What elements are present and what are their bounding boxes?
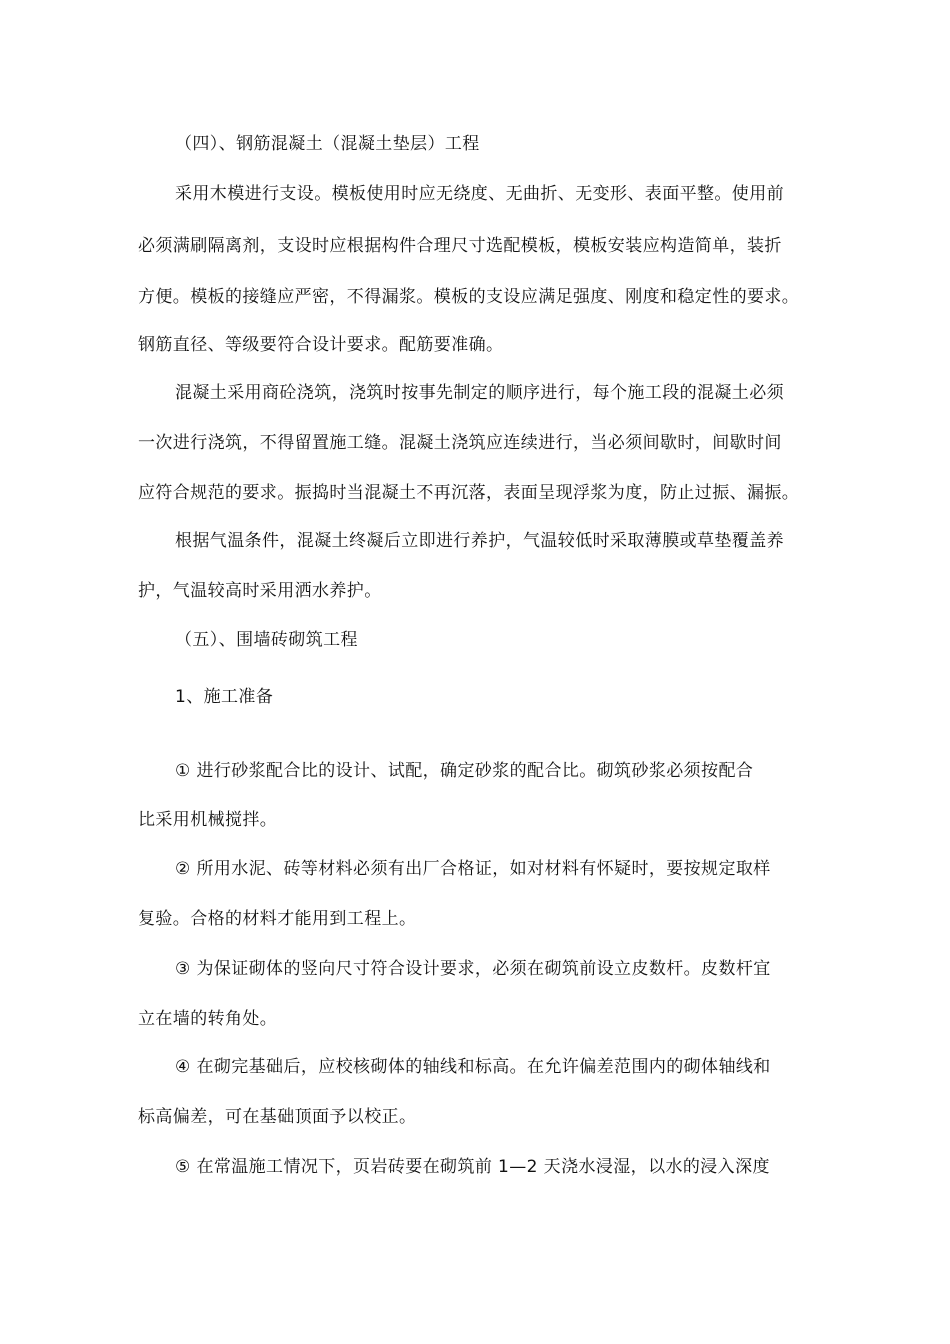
list-item-line: ① 进行砂浆配合比的设计、试配，确定砂浆的配合比。砌筑砂浆必须按配合 — [175, 761, 754, 781]
paragraph-line: 应符合规范的要求。振捣时当混凝土不再沉落，表面呈现浮浆为度，防止过振、漏振。 — [138, 483, 800, 503]
list-item-line: ③ 为保证砌体的竖向尺寸符合设计要求，必须在砌筑前设立皮数杆。皮数杆宜 — [175, 959, 771, 979]
list-item-line: 标高偏差，可在基础顶面予以校正。 — [138, 1107, 417, 1127]
section-5-heading: （五）、围墙砖砌筑工程 — [175, 630, 358, 650]
subsection-heading: 1、施工准备 — [175, 687, 274, 707]
paragraph-line: 必须满刷隔离剂，支设时应根据构件合理尺寸选配模板，模板安装应构造简单，装折 — [138, 236, 782, 256]
list-item-line: ④ 在砌完基础后，应校核砌体的轴线和标高。在允许偏差范围内的砌体轴线和 — [175, 1057, 771, 1077]
list-item-line: ② 所用水泥、砖等材料必须有出厂合格证，如对材料有怀疑时，要按规定取样 — [175, 859, 771, 879]
list-item-line: ⑤ 在常温施工情况下，页岩砖要在砌筑前 1—2 天浇水浸湿，以水的浸入深度 — [175, 1157, 770, 1177]
list-item-line: 立在墙的转角处。 — [138, 1009, 278, 1029]
paragraph-line: 护，气温较高时采用洒水养护。 — [138, 581, 382, 601]
paragraph-line: 方便。模板的接缝应严密，不得漏浆。模板的支设应满足强度、刚度和稳定性的要求。 — [138, 287, 800, 307]
paragraph-line: 一次进行浇筑，不得留置施工缝。混凝土浇筑应连续进行，当必须间歇时，间歇时间 — [138, 433, 782, 453]
list-item-line: 复验。合格的材料才能用到工程上。 — [138, 909, 417, 929]
paragraph-line: 根据气温条件，混凝土终凝后立即进行养护，气温较低时采取薄膜或草垫覆盖养 — [175, 531, 784, 551]
paragraph-line: 钢筋直径、等级要符合设计要求。配筋要准确。 — [138, 335, 504, 355]
paragraph-line: 采用木模进行支设。模板使用时应无绕度、无曲折、无变形、表面平整。使用前 — [175, 184, 784, 204]
paragraph-line: 混凝土采用商砼浇筑，浇筑时按事先制定的顺序进行，每个施工段的混凝土必须 — [175, 383, 784, 403]
section-4-heading: （四）、钢筋混凝土（混凝土垫层）工程 — [175, 134, 480, 154]
list-item-line: 比采用机械搅拌。 — [138, 810, 278, 830]
